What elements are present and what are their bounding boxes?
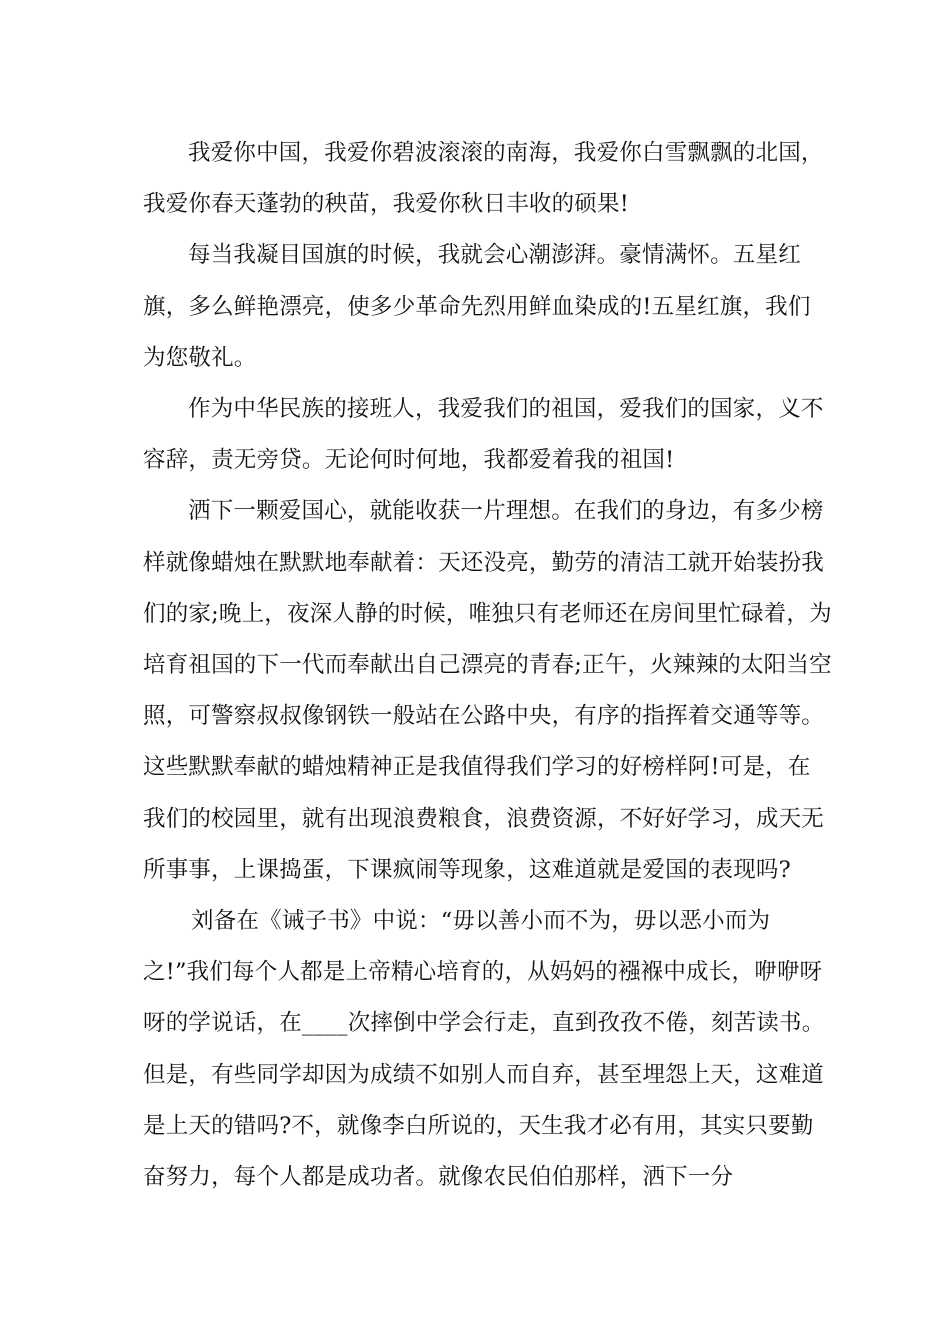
document-body — [143, 128, 833, 1203]
paragraph: 我爱你中国，我爱你碧波滚滚的南海，我爱你白雪飘飘的北国，我爱你春天蓬勃的秧苗，我爱你秋日丰收的硕果! — [143, 140, 824, 218]
paragraph: 作为中华民族的接班人，我爱我们的祖国，爱我们的国家，义不容辞，责无旁贷。无论何时何地，我都爱着我的祖国! — [143, 396, 824, 474]
paragraph: 洒下一颗爱国心，就能收获一片理想。在我们的身边，有多少榜样就像蜡烛在默默地奉献着：天还没亮，勤劳的清洁工就开始装扮我们的家;晚上，夜深人静的时候，唯独只有老师还在房间里忙碌着，为培育祖国的下一代而奉献出自己漂亮的青春;正午，火辣辣的太阳当空照，可警察叔叔像钢铁一般站在公路中央，有序的指挥着交通等等。这些默默奉献的蜡烛精神正是我值得我们学习的好榜样阿!可是，在我们的校园里，就有出现浪费粮食，浪费资源，不好好学习，成天无所事事，上课捣蛋，下课疯闹等现象，这难道就是爱国的表现吗? — [143, 498, 832, 883]
paragraph: 刘备在《诫子书》中说：“毋以善小而不为，毋以恶小而为之!”我们每个人都是上帝精心培育的，从妈妈的襁褓中成长，咿咿呀呀的学说话，在____次摔倒中学会行走，直到孜孜不倦，刻苦读书。但是，有些同学却因为成绩不如别人而自弃，甚至埋怨上天，这难道是上天的错吗?不，就像李白所说的，天生我才必有用，其实只要勤奋努力，每个人都是成功者。就像农民伯伯那样，洒下一分 — [143, 908, 825, 1191]
paragraph: 每当我凝目国旗的时候，我就会心潮澎湃。豪情满怀。五星红旗，多么鲜艳漂亮，使多少革命先烈用鲜血染成的!五星红旗，我们为您敬礼。 — [143, 242, 811, 371]
